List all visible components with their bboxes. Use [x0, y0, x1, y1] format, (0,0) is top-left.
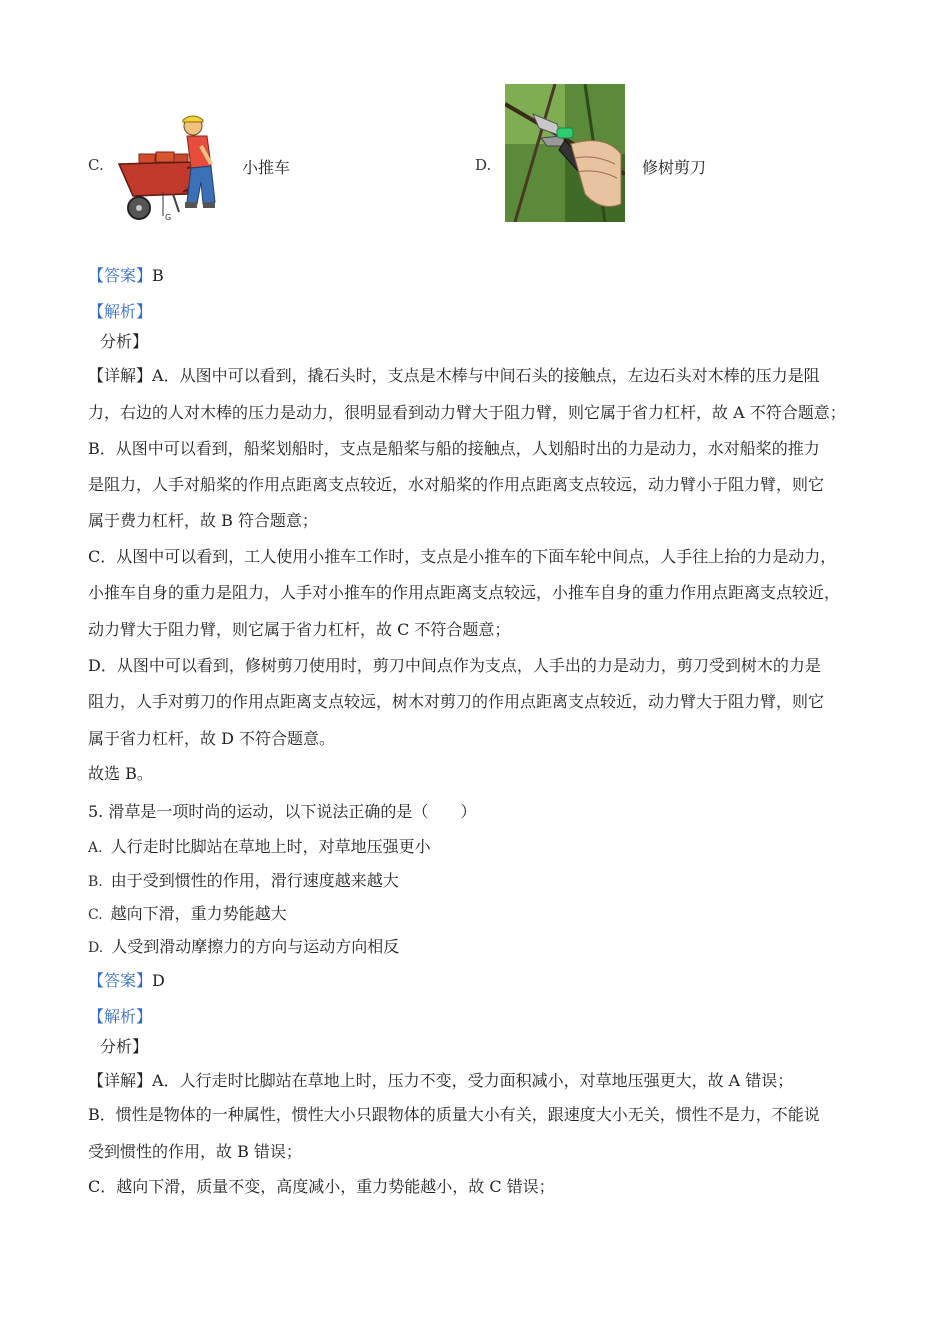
choice-letter: D. [88, 940, 104, 956]
option-c-letter: C. [88, 156, 104, 174]
detail-text: A．人行走时比脚站在草地上时，压力不变，受力面积减小，对草地压强更大，故 A 错误； [152, 1071, 794, 1090]
q4-detail-line-9: 阻力，人手对剪刀的作用点距离支点较远，树木对剪刀的作用点距离支点较近，动力臂大于阻力臂，则它 [88, 692, 825, 711]
choice-text: 由于受到惯性的作用，滑行速度越来越大 [110, 871, 399, 890]
q5-choice-a [88, 834, 431, 857]
q4-detail-line-8: D．从图中可以看到，修树剪刀使用时，剪刀中间点作为支点，人手出的力是动力，剪刀受到树木的力是 [88, 656, 821, 675]
q5-choice-c [88, 901, 287, 924]
option-d-caption: 修树剪刀 [642, 158, 707, 177]
q5-choice-d [88, 934, 399, 957]
svg-text:G: G [165, 213, 172, 222]
q5-detail-line-1: B．惯性是物体的一种属性，惯性大小只跟物体的质量大小有关，跟速度大小无关，惯性不是力，不能说 [88, 1105, 820, 1124]
q5-detail-line-0 [88, 1071, 793, 1091]
answer-tag: 【答案】 [88, 266, 153, 285]
q5-detail-line-2: 受到惯性的作用，故 B 错误； [88, 1142, 302, 1161]
q4-analysis-sub: 分析】 [100, 332, 149, 351]
choice-letter: B. [88, 874, 103, 890]
q5-analysis-sub: 分析】 [100, 1037, 149, 1056]
answer-value: B [152, 266, 164, 285]
q5-title: 5. 滑草是一项时尚的运动，以下说法正确的是（ ） [88, 802, 477, 821]
choice-text: 人行走时比脚站在草地上时，对草地压强更小 [110, 837, 431, 856]
option-c-caption: 小推车 [242, 158, 291, 177]
q4-analysis-tag: 【解析】 [88, 302, 153, 321]
q4-detail-line-5: C．从图中可以看到，工人使用小推车工作时，支点是小推车的下面车轮中间点，人手往上抬的力是动力， [88, 547, 837, 566]
choice-text: 人受到滑动摩擦力的方向与运动方向相反 [111, 937, 400, 956]
q5-choice-b [88, 868, 399, 891]
detail-tag: 【详解】 [88, 366, 153, 385]
q5-analysis-tag: 【解析】 [88, 1007, 153, 1026]
answer-tag: 【答案】 [88, 971, 153, 990]
choice-letter: A. [88, 840, 103, 856]
pruning-shears-photo [505, 84, 625, 222]
detail-text: A．从图中可以看到，撬石头时，支点是木棒与中间石头的接触点，左边石头对木棒的压力是阻 [152, 366, 820, 385]
choice-text: 越向下滑，重力势能越大 [110, 904, 287, 923]
q4-detail-line-6: 小推车自身的重力是阻力，人手对小推车的作用点距离支点较远，小推车自身的重力作用点距离支点较近， [88, 583, 841, 602]
q4-detail-line-1: 力，右边的人对木棒的压力是动力，很明显看到动力臂大于阻力臂，则它属于省力杠杆，故 A 不符合题意； [88, 403, 846, 422]
choice-letter: C. [88, 907, 103, 923]
q4-detail-line-0 [88, 366, 820, 386]
q4-detail-line-7: 动力臂大于阻力臂，则它属于省力杠杆，故 C 不符合题意； [88, 620, 511, 639]
q4-detail-line-10: 属于省力杠杆，故 D 不符合题意。 [88, 729, 336, 748]
q4-detail-line-2: B．从图中可以看到，船桨划船时，支点是船桨与船的接触点，人划船时出的力是动力，水对船桨的推力 [88, 439, 820, 458]
q4-detail-line-4: 属于费力杠杆，故 B 符合题意； [88, 511, 318, 530]
option-d-letter: D. [475, 156, 492, 174]
q4-answer [88, 263, 164, 286]
q5-detail-line-3: C．越向下滑，质量不变，高度减小，重力势能越小，故 C 错误； [88, 1177, 555, 1196]
wheelbarrow-figure [111, 112, 231, 222]
detail-tag: 【详解】 [88, 1071, 153, 1090]
q5-answer [88, 968, 165, 991]
answer-value: D [152, 971, 165, 990]
q4-detail-line-3: 是阻力，人手对船桨的作用点距离支点较近，水对船桨的作用点距离支点较远，动力臂小于阻力臂，则它 [88, 475, 825, 494]
q4-conclusion: 故选 B。 [88, 764, 153, 783]
